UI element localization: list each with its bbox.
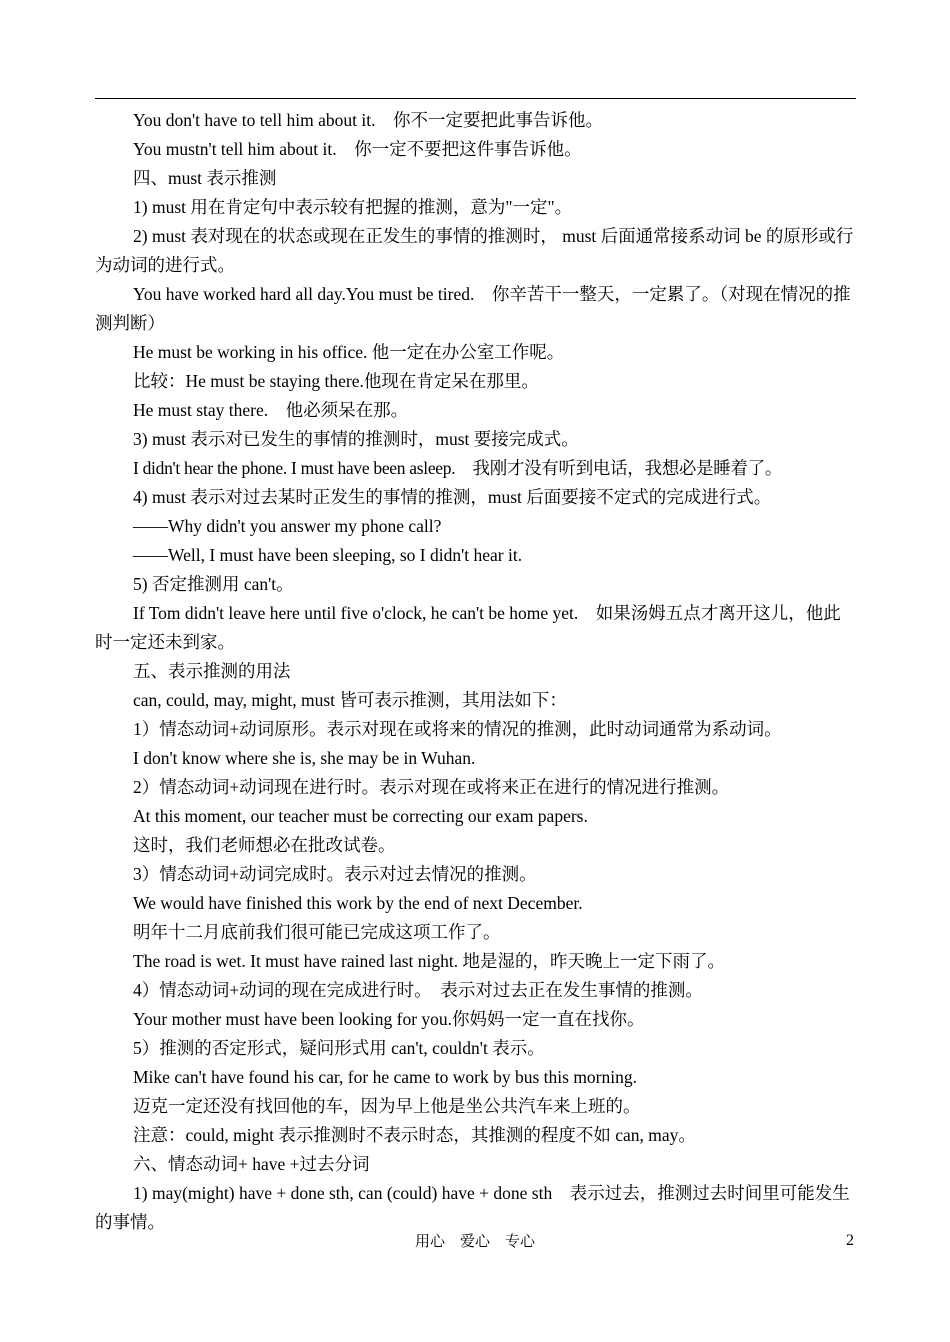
- footer-motto: 用心 爱心 专心: [414, 1234, 535, 1250]
- dialogue-line: ——Why didn't you answer my phone call?: [133, 516, 442, 536]
- dialogue-line: ——Well, I must have been sleeping, so I didn't hear it.: [133, 545, 523, 565]
- text-line: 3）情态动词+动词完成时。表示对过去情况的推测。: [133, 864, 537, 884]
- text-line: I don't know where she is, she may be in Wuhan.: [133, 748, 476, 768]
- text-line: He must be working in his office. 他一定在办公室工作呢。: [133, 342, 565, 362]
- page-number: 2: [846, 1232, 854, 1249]
- text-line: 2）情态动词+动词现在进行时。表示对现在或将来正在进行的情况进行推测。: [133, 777, 730, 797]
- document-body: [95, 106, 856, 1237]
- text-line: I didn't hear the phone. I must have been asleep. 我刚才没有听到电话，我想必是睡着了。: [133, 458, 783, 478]
- text-line: 4) must 表示对过去某时正发生的事情的推测，must 后面要接不定式的完成进行式。: [133, 487, 772, 507]
- text-line: He must stay there. 他必须呆在那。: [133, 400, 409, 420]
- text-paragraph: 2) must 表对现在的状态或现在正发生的事情的推测时， must 后面通常接系动词 be 的原形或行为动词的进行式。: [95, 226, 854, 275]
- text-line: 4）情态动词+动词的现在完成进行时。 表示对过去正在发生事情的推测。: [133, 980, 703, 1000]
- text-line: 迈克一定还没有找回他的车，因为早上他是坐公共汽车来上班的。: [133, 1096, 641, 1116]
- text-line: At this moment, our teacher must be correcting our exam papers.: [133, 806, 588, 826]
- section-heading: 六、情态动词+ have +过去分词: [133, 1154, 370, 1174]
- text-line: 比较：He must be staying there.他现在肯定呆在那里。: [133, 371, 539, 391]
- text-paragraph: 1) may(might) have + done sth, can (could) have + done sth 表示过去，推测过去时间里可能发生的事情。: [95, 1183, 850, 1232]
- text-line: 3) must 表示对已发生的事情的推测时，must 要接完成式。: [133, 429, 579, 449]
- text-paragraph: You have worked hard all day.You must be tired. 你辛苦干一整天，一定累了。（对现在情况的推测判断）: [95, 284, 851, 333]
- text-line: The road is wet. It must have rained last night. 地是湿的，昨天晚上一定下雨了。: [133, 951, 725, 971]
- header-rule: [95, 98, 856, 99]
- text-line: 5) 否定推测用 can't。: [133, 574, 294, 594]
- text-line: 1）情态动词+动词原形。表示对现在或将来的情况的推测，此时动词通常为系动词。: [133, 719, 782, 739]
- text-line: 1) must 用在肯定句中表示较有把握的推测，意为"一定"。: [133, 197, 573, 217]
- text-line: can, could, may, might, must 皆可表示推测，其用法如下：: [133, 690, 567, 710]
- text-line: 注意：could, might 表示推测时不表示时态，其推测的程度不如 can, may。: [133, 1125, 696, 1145]
- text-line: Your mother must have been looking for you.你妈妈一定一直在找你。: [133, 1009, 645, 1029]
- text-line: 明年十二月底前我们很可能已完成这项工作了。: [133, 922, 501, 942]
- text-paragraph: If Tom didn't leave here until five o'clock, he can't be home yet. 如果汤姆五点才离开这儿，他此时一定还未到家。: [95, 603, 841, 652]
- text-line: 这时，我们老师想必在批改试卷。: [133, 835, 396, 855]
- section-heading: 四、must 表示推测: [133, 168, 277, 188]
- text-line: You mustn't tell him about it. 你一定不要把这件事告诉他。: [133, 139, 582, 159]
- text-line: We would have finished this work by the end of next December.: [133, 893, 583, 913]
- section-heading: 五、表示推测的用法: [133, 661, 291, 681]
- text-line: 5）推测的否定形式，疑问形式用 can't, couldn't 表示。: [133, 1038, 545, 1058]
- text-line: You don't have to tell him about it. 你不一定要把此事告诉他。: [133, 110, 603, 130]
- text-line: Mike can't have found his car, for he came to work by bus this morning.: [133, 1067, 637, 1087]
